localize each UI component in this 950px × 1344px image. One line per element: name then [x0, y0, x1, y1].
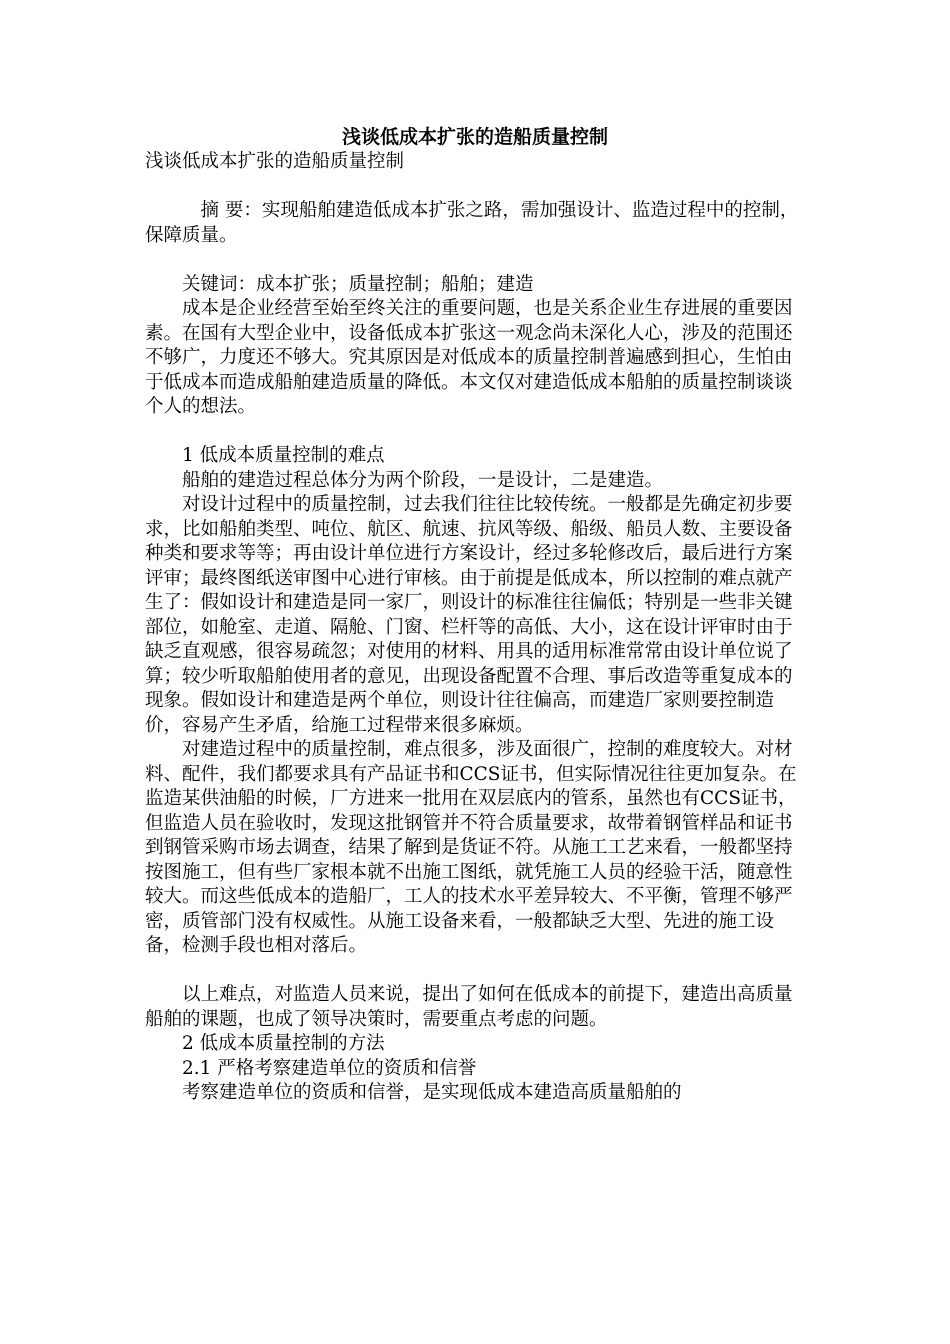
paragraph-spacer [145, 175, 810, 200]
paragraph-spacer [145, 959, 810, 984]
section-1-paragraph-3: 对建造过程中的质量控制，难点很多，涉及面很广，控制的难度较大。对材料、配件，我们都要求具有产品证书和CCS证书，但实际情况往往更加复杂。在监造某供油船的时候，厂方进来一批用在双层底内的管系，虽然也有CCS证书，但监造人员在验收时，发现这批钢管并不符合质量要求，故带着钢管样品和证书到钢管采购市场去调查，结果了解到是货证不符。从施工工艺来看，一般都坚持按图施工，但有些厂家根本就不出施工图纸，就凭施工人员的经验干活，随意性较大。而这些低成本的造船厂，工人的技术水平差异较大、不平衡，管理不够严密，质管部门没有权威性。从施工设备来看，一般都缺乏大型、先进的施工设备，检测手段也相对落后。 [145, 739, 797, 956]
section-1-paragraph-2: 对设计过程中的质量控制，过去我们往往比较传统。一般都是先确定初步要求，比如船舶类型、吨位、航区、航速、抗风等级、船级、船员人数、主要设备种类和要求等等；再由设计单位进行方案设计，经过多轮修改后，最后进行方案评审；最终图纸送审图中心进行审核。由于前提是低成本，所以控制的难点就产生了：假如设计和建造是同一家厂，则设计的标准往往偏低；特别是一些非关键部位，如舱室、走道、隔舱、门窗、栏杆等的高低、大小，这在设计评审时由于缺乏直观感，很容易疏忽；对使用的材料、用具的适用标准常常由设计单位说了算；较少听取船舶使用者的意见，出现设备配置不合理、事后改造等重复成本的现象。假如设计和建造是两个单位，则设计往往偏高，而建造厂家则要控制造价，容易产生矛盾，给施工过程带来很多麻烦。 [145, 494, 793, 736]
keywords-line: 关键词：成本扩张；质量控制；船舶；建造 [182, 273, 534, 295]
document-title: 浅谈低成本扩张的造船质量控制 [341, 126, 608, 148]
section-1-paragraph-4: 以上难点，对监造人员来说，提出了如何在低成本的前提下，建造出高质量船舶的课题，也成了领导决策时，需要重点考虑的问题。 [145, 984, 793, 1030]
section-1-heading: 1 低成本质量控制的难点 [182, 445, 385, 466]
section-2-1-heading: 2.1 严格考察建造单位的资质和信誉 [182, 1057, 477, 1079]
paragraph-spacer [145, 248, 810, 273]
section-1-paragraph-1: 船舶的建造过程总体分为两个阶段，一是设计，二是建造。 [182, 469, 664, 491]
document-body [145, 150, 810, 1106]
section-2-1-paragraph-1: 考察建造单位的资质和信誉，是实现低成本建造高质量船舶的 [182, 1082, 682, 1103]
section-2-heading: 2 低成本质量控制的方法 [182, 1033, 385, 1054]
document-subtitle: 浅谈低成本扩张的造船质量控制 [145, 151, 405, 172]
paragraph-spacer [145, 420, 810, 445]
intro-paragraph: 成本是企业经营至始至终关注的重要问题，也是关系企业生存进展的重要因素。在国有大型企业中，设备低成本扩张这一观念尚未深化人心，涉及的范围还不够广，力度还不够大。究其原因是对低成本的质量控制普遍感到担心，生怕由于低成本而造成船舶建造质量的降低。本文仅对建造低成本船舶的质量控制谈谈个人的想法。 [145, 298, 793, 417]
abstract-paragraph: 摘 要：实现船舶建造低成本扩张之路，需加强设计、监造过程中的控制，保障质量。 [145, 200, 799, 246]
